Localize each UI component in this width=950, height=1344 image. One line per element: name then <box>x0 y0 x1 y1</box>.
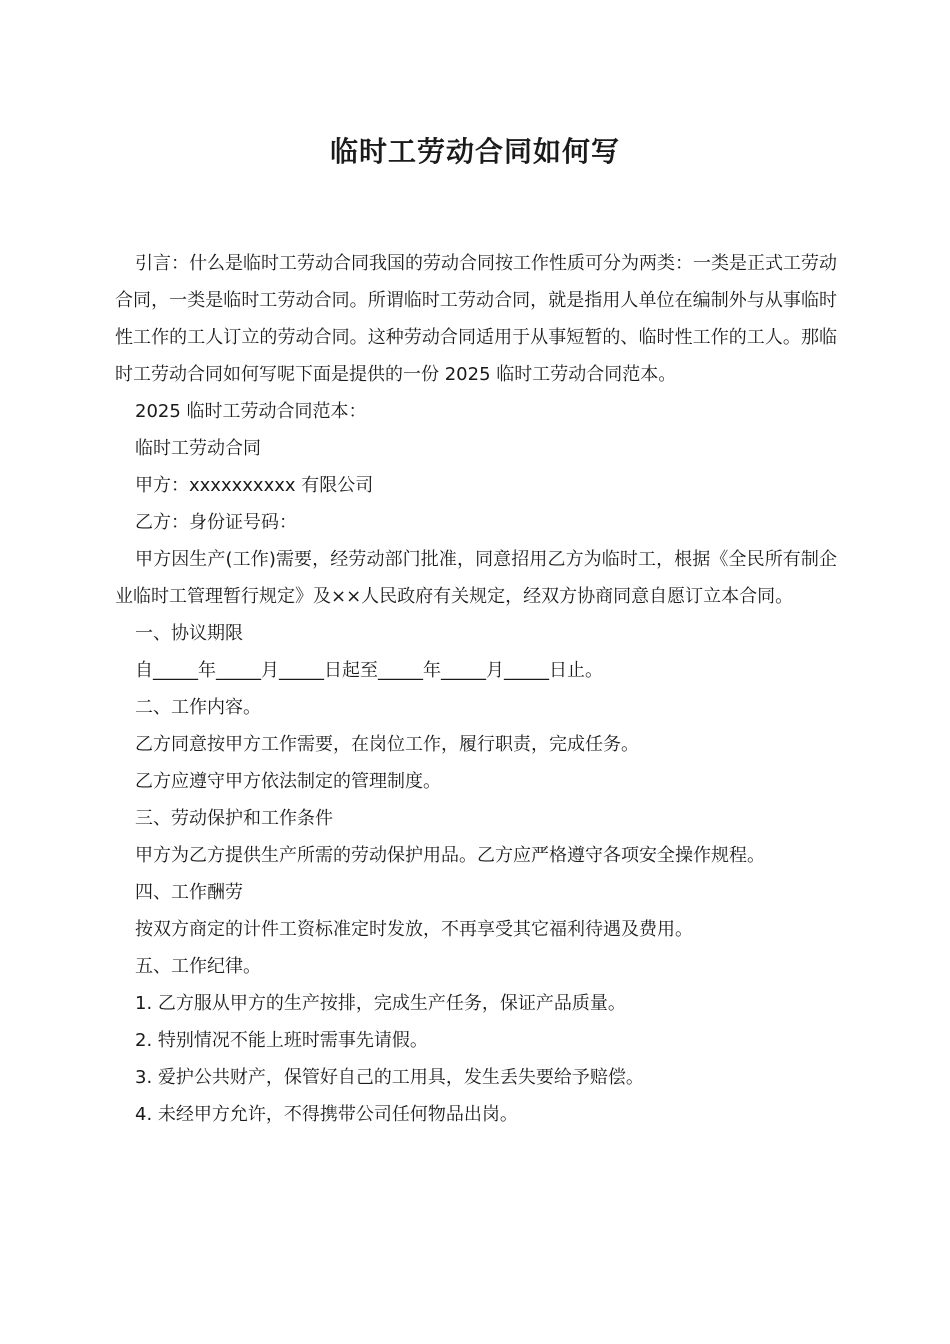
section-heading-term: 一、协议期限 <box>135 623 243 644</box>
work-content-line-2: 乙方应遵守甲方依法制定的管理制度。 <box>135 771 441 792</box>
discipline-item-3: 3. 爱护公共财产，保管好自己的工用具，发生丢失要给予赔偿。 <box>135 1067 644 1088</box>
discipline-item-4: 4. 未经甲方允许，不得携带公司任何物品出岗。 <box>135 1104 518 1125</box>
discipline-item-2: 2. 特别情况不能上班时需事先请假。 <box>135 1030 428 1051</box>
party-a-line: 甲方：xxxxxxxxxx 有限公司 <box>135 475 374 496</box>
protection-line: 甲方为乙方提供生产所需的劳动保护用品。乙方应严格遵守各项安全操作规程。 <box>135 845 765 866</box>
work-content-line-1: 乙方同意按甲方工作需要，在岗位工作，履行职责，完成任务。 <box>135 734 639 755</box>
intro-paragraph: 引言：什么是临时工劳动合同我国的劳动合同按工作性质可分为两类：一类是正式工劳动合同，一类是临时工劳动合同。所谓临时工劳动合同，就是指用人单位在编制外与从事临时性工作的工人订立的劳动合同。这种劳动合同适用于从事短暂的、临时性工作的工人。那临时工劳动合同如何写呢下面是提供的一份 2025 临时工劳动合同范本。 <box>115 253 837 385</box>
term-dates-line: 自_____年_____月_____日起至_____年_____月_____日止。 <box>135 660 603 681</box>
party-b-line: 乙方：身份证号码： <box>135 512 297 533</box>
document-body <box>115 245 837 1133</box>
section-heading-pay: 四、工作酬劳 <box>135 882 243 903</box>
section-heading-discipline: 五、工作纪律。 <box>135 956 261 977</box>
preamble-paragraph: 甲方因生产(工作)需要，经劳动部门批准，同意招用乙方为临时工，根据《全民所有制企业临时工管理暂行规定》及××人民政府有关规定，经双方协商同意自愿订立本合同。 <box>115 549 837 607</box>
section-heading-protection: 三、劳动保护和工作条件 <box>135 808 333 829</box>
document-title: 临时工劳动合同如何写 <box>329 135 620 168</box>
discipline-item-1: 1. 乙方服从甲方的生产按排，完成生产任务，保证产品质量。 <box>135 993 626 1014</box>
pay-line: 按双方商定的计件工资标准定时发放，不再享受其它福利待遇及费用。 <box>135 919 693 940</box>
template-heading: 2025 临时工劳动合同范本： <box>135 401 367 422</box>
contract-name: 临时工劳动合同 <box>135 438 261 459</box>
section-heading-work-content: 二、工作内容。 <box>135 697 261 718</box>
